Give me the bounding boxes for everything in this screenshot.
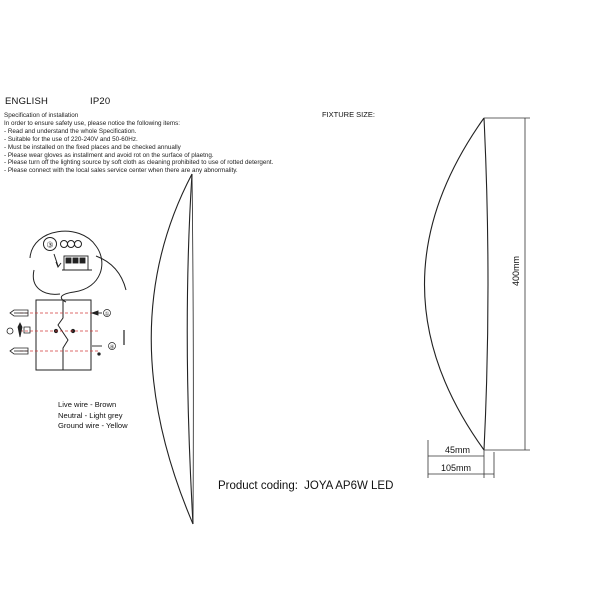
spec-line: - Please connect with the local sales service center when there are any abnormality. xyxy=(4,167,238,175)
live-wire-label: Live wire - Brown xyxy=(58,400,117,409)
dimension-lines xyxy=(428,118,530,478)
spec-line: - Please turn off the lighting source by soft cloth as cleaning prohibited to use of rotted detergent. xyxy=(4,159,274,167)
spec-line: - Please wear gloves as installment and avoid rot on the surface of plaetng. xyxy=(4,151,214,159)
step-3-label: ③ xyxy=(46,240,54,250)
language-label: ENGLISH xyxy=(5,96,49,107)
product-coding-label: Product coding: xyxy=(218,480,298,492)
ip-rating-label: IP20 xyxy=(90,96,111,107)
ground-wire-label: Ground wire - Yellow xyxy=(58,421,128,430)
height-dimension-label: 400mm xyxy=(511,255,521,286)
product-model: JOYA AP6W LED xyxy=(304,480,394,492)
step-4-label: ④ xyxy=(109,344,115,351)
spec-line: - Must be installed on the fixed places and be checked annually xyxy=(4,143,181,151)
spec-line: Specification of installation xyxy=(4,112,79,119)
spec-line: - Suitable for the use of 220-240V and 50-60Hz. xyxy=(4,135,138,143)
fixture-size-label: FIXTURE SIZE: xyxy=(322,110,375,119)
step-1-label: ① xyxy=(104,311,110,318)
neutral-wire-label: Neutral - Light grey xyxy=(58,410,123,420)
spec-line: In order to ensure safety use, please notice the following items: xyxy=(4,119,181,127)
depth-dimension-label: 45mm xyxy=(445,445,471,455)
fixture-outline xyxy=(425,118,489,450)
width-dimension-label: 105mm xyxy=(441,463,472,473)
spec-line: - Read and understand the whole Specification. xyxy=(4,127,137,135)
